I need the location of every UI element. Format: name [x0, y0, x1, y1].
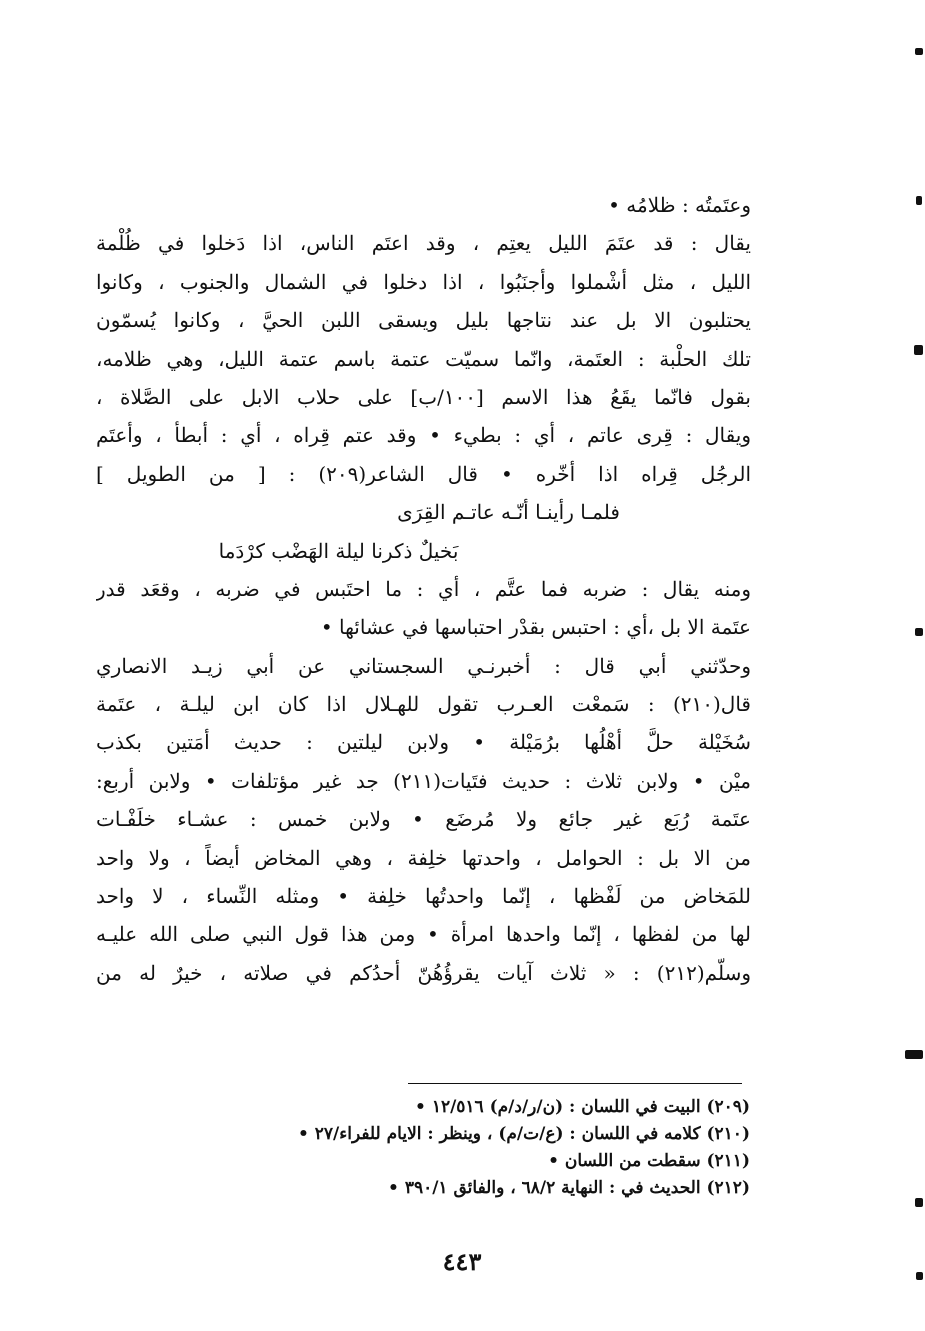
text-line: قال(٢١٠) : سَمعْت العـرب تقول للهـلال اذا كان ابن ليلـة ، عتَمة [96, 692, 751, 717]
text-line: ميْن • ولابن ثلاث : حديث فتَيات(٢١١) جد غير مؤتلفات • ولابن أربع: [96, 768, 751, 793]
text-line: من الا بل : الحوامل ، واحدتها خلِفة ، وهي المخاض أيضاً ، ولا واحد [96, 845, 751, 870]
text-line: الرجُل قِراه اذا أخّره • قال الشاعر(٢٠٩) : [ من الطويل ] [96, 461, 751, 486]
footnote: (٢٠٩) البيت في اللسان : (ن/ر/د/م) ١٢/٥١٦ • [415, 1097, 750, 1117]
text-line: الليل ، مثل أشْملوا وأجنَبُوا ، اذا دخلوا في الشمال والجنوب ، وكانوا [96, 269, 751, 294]
scan-mark [914, 345, 923, 355]
scan-mark [915, 48, 923, 55]
text-line: سُخَيْلة حلَّ أهْلُها برُمَيْلة • ولابن ليلتين : حديث أمَتين بكذب [96, 730, 751, 755]
text-line: عتَمة رُبَع غير جائع ولا مُرضَع • ولابن خمس : عشـاء خلَفْـات [96, 807, 751, 832]
scan-mark [915, 628, 923, 636]
verse-hemistich-1: فلمـا رأينـا أنّـه عاتـم القِرَى [397, 500, 620, 525]
scan-mark [915, 1198, 923, 1207]
footnote: (٢١١) سقطت من اللسان • [548, 1151, 750, 1171]
text-line: عتَمة الا بل ،أي : احتبس بقدْر احتباسها في عشائها • [320, 615, 751, 640]
text-line: يقال : قد عتَمَ الليل يعتِم ، وقد اعتَم الناس، اذا دَخلوا في ظُلْمة [96, 231, 751, 256]
text-line: وعتَمتُه : ظلامُه • [608, 193, 751, 217]
text-line: يحتلبون الا بل عند نتاجها بليل ويسقى اللبن الحيَّ ، وكانوا يُسمّون [96, 308, 751, 333]
text-line: ومنه يقال : ضربه فما عتَّم ، أي : ما احتَبس في ضربه ، وقعَد قدر [96, 576, 751, 601]
footnote: (٢١٠) كلامه في اللسان : (ع/ت/م) ، وينظر : الايام للفراء/٢٧ • [297, 1124, 750, 1144]
footnotes [150, 1094, 750, 1202]
footnote: (٢١٢) الحديث في : النهاية ٦٨/٢ ، والفائق ٣٩٠/١ • [388, 1178, 750, 1198]
verse-hemistich-2: بَخيلٌ ذكرنا ليلة الهَضْب كرْدَما [218, 538, 459, 563]
text-line: تلك الحلْبة : العتَمة، وانّما سميّت عتمة باسم عتمة الليل، وهي ظلامه، [96, 346, 751, 371]
text-line: ويقال : قِرى عاتم ، أي : بطيء • وقد عتم قِراه ، أي : أبطأ ، وأعتَم [96, 423, 751, 448]
page-number: ٤٤٣ [442, 1247, 482, 1276]
scan-mark [905, 1050, 923, 1059]
text-line: وسلّم(٢١٢) : « ثلاث آيات يقرؤُهُنّ أحدُكم في صلاته ، خيرٌ له من [96, 960, 751, 985]
main-text-block [96, 186, 751, 992]
text-line: للمَخاض من لَفْظها ، إنّما واحدتُها خلِفة • ومثله النِّساء ، لا واحد [96, 884, 751, 909]
text-line: وحدّثني أبي قال : أخبرنـي السجستاني عن أبي زيـد الانصاري [96, 653, 751, 678]
scan-mark [916, 196, 922, 205]
scan-mark [916, 1272, 923, 1280]
text-line: لها من لفظها ، إنّما واحدها امرأة • ومن هذا قول النبي صلى الله عليـه [96, 922, 751, 947]
footnote-separator [408, 1083, 742, 1084]
text-line: بقول فانّما يقَعُ هذا الاسم [١٠٠/ب] على حلاب الابل على الصَّلاة ، [96, 384, 751, 409]
